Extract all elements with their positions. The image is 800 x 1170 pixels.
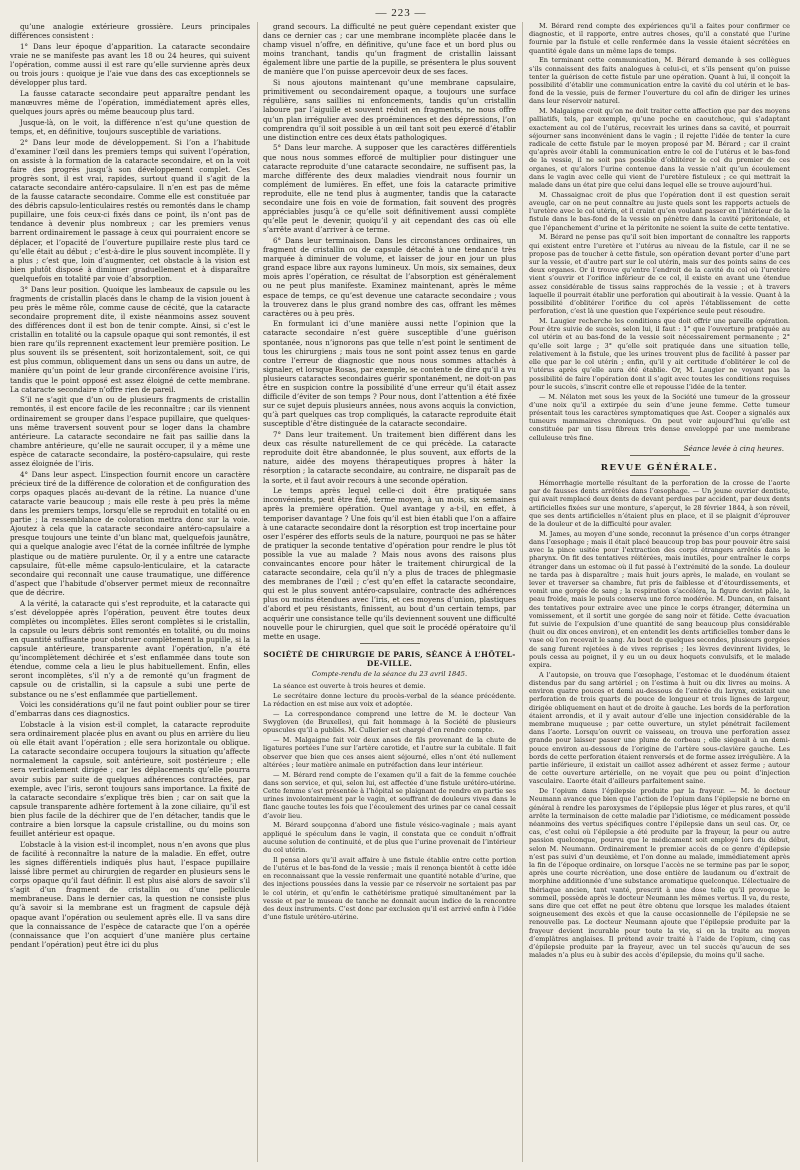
page-columns <box>10 22 790 1162</box>
paragraph: Jusque-là, on le voit, la différence n’est qu’une question de temps, et, en définitive, toujours susceptible de variations. <box>10 117 250 136</box>
paragraph: La séance est ouverte à trois heures et demie. <box>273 682 426 691</box>
column-2 <box>263 22 516 1162</box>
paragraph: Si nous ajoutons maintenant qu’une membrane capsulaire, primitivement ou secondairement opaque, a toujours une surface régulière, sans saillies ni enfoncements, tandis qu’un cristallin laboure par l’aiguille et souvent réduit en fragments, ne nous offre qu’un plan irrégulier avec des proéminences et des dépressions, l’on comprendra qu’il soit possible à un œil tant soit peu exercé d’établir une distinction entre ces deux états pathologiques. <box>263 78 516 142</box>
paragraph: 6° Dans leur terminaison. Dans les circonstances ordinaires, un fragment de cristallin ou de capsule détaché à une tendance très marquée à diminuer de volume, et laisser de jour en jour un plus grand espace libre aux rayons lumineux. Un mois, six semaines, deux mois après l’opération, ce résultat de l’absorption est généralement ou ne peut plus manifeste. Examinez maintenant, après le même espace de temps, ce qu’est devenue une cataracte secondaire ; vous la trouverez dans le plus grand nombre des cas, offrant les mêmes caractères ou à peu près. <box>263 235 516 318</box>
paragraph: 2° Dans leur mode de développement. Si l’on a l’habitude d’examiner l’œil dans les premiers temps qui suivent l’opération, on assiste à la formation de la cataracte secondaire, et on la voit faire des progrès jusqu’à son développement complet. Ces progrès sont, il est vrai, rapides, surtout quand il s’agit de la cataracte secondaire antéro-capsulaire. Il n’en est pas de même de la fausse cataracte secondaire. Comme elle est constituée par des débris capsulo-lenticulaires restés ou remontés dans le champ pupillaire, une fois ceux-ci fixés dans ce point, ils n’ont pas de tendance à devenir plus nombreux ; car les premiers venus barrent ordinairement le passage à ceux qui pourraient encore se déplacer, et l’opacité de l’ouverture pupillaire reste plus tard ce qu’elle était au début ; c’est-à-dire le plus souvent incomplète. Il y a plus ; c’est que, loin d’augmenter, cet obstacle à la vision est bien plutôt disposé à diminuer graduellement et à disparaître quelquefois en totalité par voie d’absorption. <box>10 137 250 283</box>
paragraph: M. Chassaignac croit de plus que l’opération dont il est question serait aveugle, car on ne peut connaître au juste quels sont les rapports actuels de l’uretère avec le col utérin, et il craint qu’en voulant passer en l’intérieur de la fistule dans le bas-fond de la vessie on pénètre dans la cavité péritonéale, et que l’épanchement d’urine et la péritonite ne soient la suite de cette tentative. <box>529 190 790 232</box>
column-divider <box>257 22 258 1162</box>
paragraph: Le secrétaire donne lecture du procès-verbal de la séance précédente. La rédaction en est mise aux voix et adoptée. <box>263 691 516 709</box>
paragraph: — La correspondance comprend une lettre de M. le docteur Van Swygloven (de Bruxelles), qui fait hommage à la Société de plusieurs opuscules qu’il a publiés. M. Cullerier est chargé d’en rendre compte. <box>263 709 516 735</box>
paragraph: De l’opium dans l’épilepsie produite par la frayeur. — M. le docteur Neumann avance que bien que l’action de l’opium dans l’épilepsie ne borne en général à rendre les paroxysmes de l’épilepsie plus léger et plus rares, et qu’il arrête la terminaison de cette maladie par l’idiotisme, ce médicament possède néanmoins des vertus spécifiques contre l’épilepsie dans un seul cas. Or, ce cas, c’est celui où l’épilepsie a été produite par la frayeur, la peur ou autre passion quelconque, pourvu que le médicament soit employé lors du début, selon M. Neumann. Ordinairement le premier accès de ce genre d’épilepsie n’est pas suivi d’un deuxième, et l’on donne au malade, immédiatement après la fin de l’époque ordinaire, on lorsque l’accès ne se termine pas par le sopor, après une courte récréation, une dose entière de laudanum ou d’extrait de morphine additionnée d’une substance aromatique quelconque. L’électuaire de thériaque ancien, tant vanté, prescrit à une dose telle qu’il provoque le sommeil, possède après le docteur Neumann les mêmes vertus. Il va, du reste, sans dire que cet effet ne peut être obtenu que lorsque les malades étaient soigneusement des excès et que la cause occasionnelle de l’épilepsie ne se renouvelle pas. Le docteur Neumann ajoute que l’épilepsie produite par la frayeur devient incurable pour toute la vie, si on la traite au moyen d’emplâtres anglaises. Il prétend avoir traité à l’aide de l’opium, cinq cas d’épilepsie produite par la frayeur, avec un tel succès qu’aucun de ses malades n’a plus eu à subir des accès d’épilepsie, du moins qu’il sache. <box>529 787 790 960</box>
paragraph: A l’autopsie, on trouva que l’œsophage, l’estomac et le duodénum étaient distendus par du sang artériel ; on l’estima à huit ou dix livres au moins. A environ quatre pouces et demi au-dessous de l’entrée du larynx, existait une perforation de trois quarts de pouce de longueur et trois lignes de largeur, dirigée obliquement en haut et de droite à gauche. Les bords de la perforation étaient arrondis, et il y avait autour d’elle une injection considérable de la membrane muqueuse ; par cette ouverture, un stylet pénétrait facilement dans l’aorte. Lorsqu’on ouvrit ce vaisseau, on trouva une perforation assez grande pour laisser passer une plume de corbeau ; elle siégeait à un demi-pouce environ au-dessous de l’origine de l’artère sous-clavière gauche. Les bords de cette perforation étaient renversés et de forme assez irrégulière. A la partie inférieure, il existait un caillot assez adhérent et assez ferme ; autour de cette ouverture artérielle, on ne voyait que peu ou point d’injection vasculaire. L’aorte était d’ailleurs parfaitement saine. <box>529 670 790 786</box>
paragraph: 4° Dans leur aspect. L’inspection fournit encore un caractère précieux tiré de la différence de coloration et de configuration des corps opaques placés au-devant de la rétine. La nuance d’une cataracte varie beaucoup ; mais elle reste à peu près la même dans les premiers temps, lorsqu’elle se reproduit en totalité ou en partie ; la ressemblance de coloration mettra donc sur la voie. Ajoutez à cela que la cataracte secondaire antéro-capsulaire a presque toujours une teinte d’un blanc mat, quelquefois jaunâtre, qui a quelque analogie avec l’état de la cornée infiltrée de lymphe plastique ou de matière purulente. Or, il y a entre une cataracte capsulaire, fût-elle même capsulo-lenticulaire, et la cataracte secondaire qui reconnaît une cause traumatique, une différence d’aspect que l’habitude d’observer permet mieux de reconnaître que de décrire. <box>10 469 250 597</box>
paragraph: En terminant cette communication, M. Bérard demande à ses collègues s’ils connaissent des faits analogues à celui-ci, et s’ils pensent qu’on puisse tenter la guérison de cette fistule par une opération. Quant à lui, il conçoit la possibilité d’établir une communication entre la cavité du col utérin et le bas-fond de la vessie, puis de fermer l’ouverture du col afin de diriger les urines dans leur réservoir naturel. <box>529 56 790 106</box>
paragraph: En formulant ici d’une manière aussi nette l’opinion que la cataracte secondaire n’est guère susceptible d’une guérison spontanée, nous n’ignorons pas que telle n’est point le sentiment de tous les chirurgiens ; mais tous ne sont point assez tenus en garde contre l’erreur de diagnostic que nous nous sommes attachés à signaler, et lorsque Rosas, par exemple, se contente de dire qu’il a vu plusieurs cataractes secondaires guérir spontanément, ne doit-on pas être en suspicion contre la possibilité d’une erreur qu’il était assez difficile d’éviter de son temps ? Pour nous, dont l’attention a été fixée sur ce sujet depuis plusieurs années, nous avons acquis la conviction, qu’à part quelques cas trop compliqués, la cataracte reproduite était susceptible d’être distinguée de la cataracte secondaire. <box>263 319 516 429</box>
paragraph: M. Bérard ne pense pas qu’il soit bien important de connaître les rapports qui existent entre l’uretère et l’utérus au niveau de la fistule, car il ne se propose pas de toucher à cette fistule, son opération devant porter d’une part sur la vessie, et d’autre part sur le col utérin, mais sur des points sains de ces deux organes. Or il trouve qu’entre l’endroit de la cavité du col où l’uretère vient s’ouvrir et l’orifice inférieur de ce col, il existe en avant une étendue assez considérable de tissus sains rapprochés de la vessie ; et à travers laquelle il pourrait établir une perforation qui aboutirait à la vessie. Quant à la possibilité d’oblitérer l’orifice du col après l’établissement de cette perforation, c’est là une question que l’expérience seule peut résoudre. <box>529 233 790 316</box>
paragraph: Hémorrhagie mortelle résultant de la perforation de la crosse de l’aorte par de fausses dents arrêtées dans l’œsophage. — Un jeune ouvrier dentiste, qui avait remplacé deux dents de devant perdues par accident, par deux dents artificielles fixées sur une monture, s’aperçut, le 28 février 1844, à son réveil, que ses dents artificielles n’étaient plus en place, et il se plaignit d’éprouver de la douleur et de la difficulté pour avaler. <box>529 478 790 528</box>
paragraph: S’il ne s’agit que d’un ou de plusieurs fragments de cristallin remontés, il est encore facile de les reconnaître ; car ils viennent ordinairement se grouper dans l’espace pupillaire, que quelques-uns même traversent souvent pour se loger dans la chambre antérieure. La cataracte secondaire ne fait pas saillie dans la chambre antérieure, qu’elle ne saurait occuper, il y a même une espèce de cataracte secondaire, la postéro-capsulaire, qui reste assez éloignée de l’iris. <box>10 395 250 468</box>
section-rule <box>630 455 690 456</box>
section-rule <box>630 475 690 476</box>
paragraph: M. Bérard soupçonna d’abord une fistule vésico-vaginale ; mais ayant appliqué le spéculum dans le vagin, il constata que ce conduit n’offrait aucune solution de continuité, et de plus que l’urine provenait de l’intérieur du col utérin. <box>263 821 516 854</box>
paragraph: La fausse cataracte secondaire peut apparaître pendant les manœuvres même de l’opération, immédiatement après elles, quelques jours après ou même beaucoup plus tard. <box>10 88 250 117</box>
paragraph: M. Bérard rend compte des expériences qu’il a faites pour confirmer ce diagnostic, et il rapporte, entre autres choses, qu’il a constaté que l’urine fournie par la fistule et celle renfermée dans la vessie étaient sécrétées en quantité égale dans un même laps de temps. <box>529 22 790 55</box>
paragraph: M. Malgaigne croit qu’on ne doit traiter cette affection que par des moyens palliatifs, tels, par exemple, qu’une poche en caoutchouc, qui s’adaptant exactement au col de l’utérus, recevrait les urines dans sa cavité, et pourrait séjourner sans inconvénient dans le vagin ; il rejette l’idée de tenter la cure radicale de cette fistule par le moyen proposé par M. Bérard ; car il craint qu’après avoir établi la communication entre le col de l’utérus et le bas-fond de la vessie, il ne soit pas possible d’oblitérer le col du premier de ces organes, et qu’alors l’urine contenue dans la vessie n’ait qu’un écoulement dans le vagin avec celle qui vient de l’uretère fistuleux ; ce qui mettrait la malade dans un état pire que celui dans lequel elle se trouve aujourd’hui. <box>529 107 790 190</box>
paragraph: M. Laugier recherche les conditions que doit offrir une pareille opération. Pour être suivie de succès, selon lui, il faut : 1° que l’ouverture pratiquée au col utérin et au bas-fond de la vessie soit nécessairement permanente ; 2° qu’elle soit large ; 3° qu’elle soit pratiquée dans une situation telle, relativement à la fistule, que les urines trouvent plus de facilité à passer par elle que par le col utérin ; enfin, qu’il y ait certitude d’oblitérer le col de l’utérus après qu’elle aura été établie. Or, M. Laugier ne voyant pas la possibilité de faire l’opération dont il s’agit avec toutes les conditions requises pour le succès, s’inscrit contre elle et repousse l’idée de la tenter. <box>529 317 790 391</box>
paragraph: — M. Bérard rend compte de l’examen qu’il a fait de la femme couchée dans son service, et qui, selon lui, est affectée d’une fistule urétéro-utérine. Cette femme s’est présentée à l’hôpital se plaignant de rendre en partie ses urines involontairement par le vagin, et souffrant de douleurs vives dans le flanc gauche toutes les fois que l’écoulement des urines par ce canal cessait d’avoir lieu. <box>263 770 516 820</box>
paragraph: L’obstacle à la vision est-il incomplet, nous n’en avons que plus de facilité à reconnaître la nature de la maladie. En effet, outre les signes différentiels indiqués plus haut, l’espace pupillaire laissé libre permet au chirurgien de regarder en plusieurs sens le corps opaque qu’il faut définir. Il est plus aisé alors de savoir s’il s’agit d’un fragment de cristallin ou d’une pellicule membraneuse. Dans le dernier cas, la question ne consiste plus qu’à savoir si la membrane est un fragment de capsule déjà opaque avant l’opération ou seulement après elle. Il va sans dire que la connaissance de l’espèce de cataracte que l’on a opérée (connaissance que l’on acquiert d’une manière plus certaine pendant l’opération) peut être ici du plus <box>10 839 250 949</box>
section-rule <box>360 643 420 644</box>
review-heading: REVUE GÉNÉRALE. <box>600 462 719 473</box>
column-1 <box>10 22 250 1162</box>
society-heading: SOCIÉTÉ DE CHIRURGIE DE PARIS, SÉANCE À L’HÔTEL-DE-VILLE. <box>263 649 516 668</box>
paragraph: 3° Dans leur position. Quoique les lambeaux de capsule ou les fragments de cristallin placés dans le champ de la vision jouent à peu près le même rôle, comme cause de cécité, que la cataracte secondaire proprement dite, il existe néanmoins assez souvent des différences dont il est bon de tenir compte. Ainsi, si c’est le cristallin en totalité ou la capsule opaque qui sont remontés, il est bien rare qu’ils reprennent exactement leur première position. Le plus souvent ils se présentent, soit horizontalement, soit, ce qui est plus commun, obliquement dans un sens ou dans un autre, de manière qu’un point de leur grande circonférence avoisine l’iris, tandis que le point opposé est assez éloigné de cette membrane. La cataracte secondaire n’offre rien de pareil. <box>10 284 250 394</box>
paragraph: — M. Malgaigne fait voir deux anses de fils provenant de la chute de ligatures portées l’une sur l’artère carotide, et l’autre sur la cubitale. Il fait observer que bien que ces anses aient séjourné, elles n’ont été nullement altérées ; leur matière animale en putréfaction dans leur intérieur. <box>263 736 516 769</box>
paragraph: Voici les considérations qu’il ne faut point oublier pour se tirer d’embarras dans ces diagnostics. <box>10 700 250 719</box>
paragraph: — M. Nélaton met sous les yeux de la Société une tumeur de la grosseur d’une noix qu’il a extirpée du sein d’une jeune femme. Cette tumeur présentait tous les caractères symptomatiques que Ast. Cooper a signalés aux tumeurs mammaires chroniques. On peut voir aujourd’hui qu’elle est constituée par un tissu fibreux très dense enveloppé par une membrane celluleuse très fine. <box>529 392 790 442</box>
paragraph: grand secours. La difficulté ne peut guère cependant exister que dans ce dernier cas ; car une membrane incomplète placée dans le champ visuel n’offre, en définitive, qu’une face et un bord plus ou moins tranchant, tandis qu’un fragment de cristallin laissant également libre une partie de la pupille, se présentera le plus souvent de manière que l’on puisse apercevoir deux de ses faces. <box>263 22 516 77</box>
page-number: — 223 — <box>375 7 427 19</box>
paragraph: 7° Dans leur traitement. Un traitement bien différent dans les deux cas résulte naturellement de ce qui précède. La cataracte reproduite doit être abandonnée, le plus souvent, aux efforts de la nature, aidée des moyens thérapeutiques propres à hâter la résorption ; la cataracte secondaire, au contraire, ne disparaît pas de la sorte, et il faut avoir recours à une seconde opération. <box>263 430 516 485</box>
paragraph: 5° Dans leur marche. A supposer que les caractères différentiels que nous nous sommes efforcé de multiplier pour distinguer une cataracte reproduite d’une cataracte secondaire, ne suffisent pas, la marche différente des deux maladies viendrait nous fournir un complément de lumières. En effet, une fois la cataracte primitive reproduite, elle ne tend plus à augmenter, tandis que la cataracte secondaire une fois en voie de formation, fait souvent des progrès appréciables jusqu’à ce qu’elle soit définitivement aussi complète qu’elle peut le devenir, quoiqu’il y ait cependant des cas où elle s’arrête avant d’arriver à ce terme. <box>263 143 516 235</box>
paragraph: A la vérité, la cataracte qui s’est reproduite, et la cataracte qui s’est développée après l’opération, peuvent être toutes deux complètes ou incomplètes. Elles seront complètes si le cristallin, la capsule ou leurs débris sont remontés en totalité, ou du moins en quantité suffisante pour obstruer complètement la pupille, si la capsule antérieure, transparente avant l’opération, n’a été qu’incomplètement déchirée et s’est enflammée dans toute son étendue, comme cela a lieu le plus habituellement. Enfin, elles seront incomplètes, s’il n’y a de remonté qu’un fragment de capsule ou de cristallin, si la capsule a subi une perte de substance ou ne s’est enflammée que partiellement. <box>10 598 250 699</box>
session-closing: Séance levée à cinq heures. <box>683 443 784 453</box>
column-3 <box>529 22 790 1162</box>
paragraph: M. James, au moyen d’une sonde, reconnut la présence d’un corps étranger dans l’œsophage ; mais il était placé beaucoup trop bas pour pouvoir être saisi avec la pince usitée pour l’extraction des corps étrangers arrêtés dans le pharynx. On fit des tentatives réitérées, mais inutiles, pour entraîner le corps étranger dans un estomac où il fut passé à l’extrémité de la sonde. La douleur ne tarda pas à disparaître ; mais huit jours après, le malade, en voulant se lever et traverser sa chambre, fut pris de faiblesse et d’étourdissements, et vomit une gorgée de sang ; la respiration s’accéléra, la figure devint pâle, la peau froide, mais le pouls conserva une force modérée. M. Duncan, en faisant des tentatives pour extraire avec une pince le corps étranger, détermina un vomissement, et il sortit une gorgée de sang noir et fétide. Cette évacuation fut suivie de l’expulsion d’une quantité de sang beaucoup plus considérable (huit ou dix onces environ), et en entendit les dents artificielles tomber dans le vase où l’on recevait le sang. Au bout de quelques secondes, plusieurs gorgées de sang furent rejetées à de vives reprises ; les lèvres devinrent livides, le pouls cessa au poignet, il y eu un ou deux hoquets convulsifs, et le malade expira. <box>529 529 790 669</box>
paragraph: Il pensa alors qu’il avait affaire à une fistule établie entre cette portion de l’utérus et le bas-fond de la vessie ; mais il renonça bientôt à cette idée en reconnaissant que la vessie renfermait une quantité notable d’urine, que des injections poussées dans la vessie par ce réservoir ne sortaient pas par le col utérin, et qu’enfin le cathétérisme pratiqué simultanément par la vessie et par le museau de tanche ne donnait aucun indice de la rencontre des deux instruments. C’est donc par exclusion qu’il est arrivé enfin à l’idée d’une fistule urétéro-utérine. <box>263 855 516 922</box>
society-subheading: Compte-rendu de la séance du 23 avril 1845. <box>311 670 468 679</box>
paragraph: L’obstacle à la vision est-il complet, la cataracte reproduite sera ordinairement placée plus en avant ou plus en arrière du lieu où elle était avant l’opération ; elle sera horizontale ou oblique. La cataracte secondaire occupera toujours la situation qu’affecte normalement la capsule, soit antérieure, soit postérieure ; elle sera verticalement dirigée ; car les déplacements qu’elle pourra avoir subis par suite de quelques adhérences contractées, par exemple, avec l’iris, seront toujours sans importance. La fixité de la cataracte secondaire s’explique très bien ; car on sait que la capsule transparente adhère fortement à la zone ciliaire, qu’il est bien plus facile de la déchirer que de l’en détacher, tandis que le contraire a bien lorsque la capsule cristalline, ou du moins son feuillet antérieur est opaque. <box>10 719 250 839</box>
paragraph: qu’une analogie extérieure grossière. Leurs principales différences consistent : <box>10 22 250 41</box>
paragraph: Le temps après lequel celle-ci doit être pratiquée sans inconvénients, peut être fixé, terme moyen, à un mois, six semaines après la première opération. Quel avantage y a-t-il, en effet, à temporiser davantage ? Une fois qu’il est bien établi que l’on a affaire à une cataracte secondaire dont la résorption est trop incertaine pour oser l’espérer des efforts seuls de la nature, pourquoi ne pas se hâter de pratiquer la seconde tentative d’opération pour rendre le plus tôt possible la vue au malade ? Mais nous avons des raisons plus convaincantes encore pour hâter le traitement chirurgical de la cataracte secondaire, cela qu’il n’y a plus de traces de phlegmasie des membranes de l’œil ; c’est qu’en effet la cataracte secondaire, qui est le plus souvent antéro-capsulaire, contracte des adhérences plus ou moins étendues avec l’iris, et ces moyens d’union, plastiques d’abord et peu résistants, finissent, au bout d’un certain temps, par acquérir une consistance telle qu’ils deviennent souvent une difficulté nouvelle pour le chirurgien, quel que soit le procédé opératoire qu’il mette en usage. <box>263 486 516 641</box>
column-divider <box>522 22 523 1162</box>
paragraph: 1° Dans leur époque d’apparition. La cataracte secondaire vraie ne se manifeste pas avant les 18 ou 24 heures, qui suivent l’opération, comme aussi il est rare qu’elle survienne après deux ou trois jours : quoique je l’aie vue dans des cas exceptionnels se développer plus tard. <box>10 41 250 88</box>
